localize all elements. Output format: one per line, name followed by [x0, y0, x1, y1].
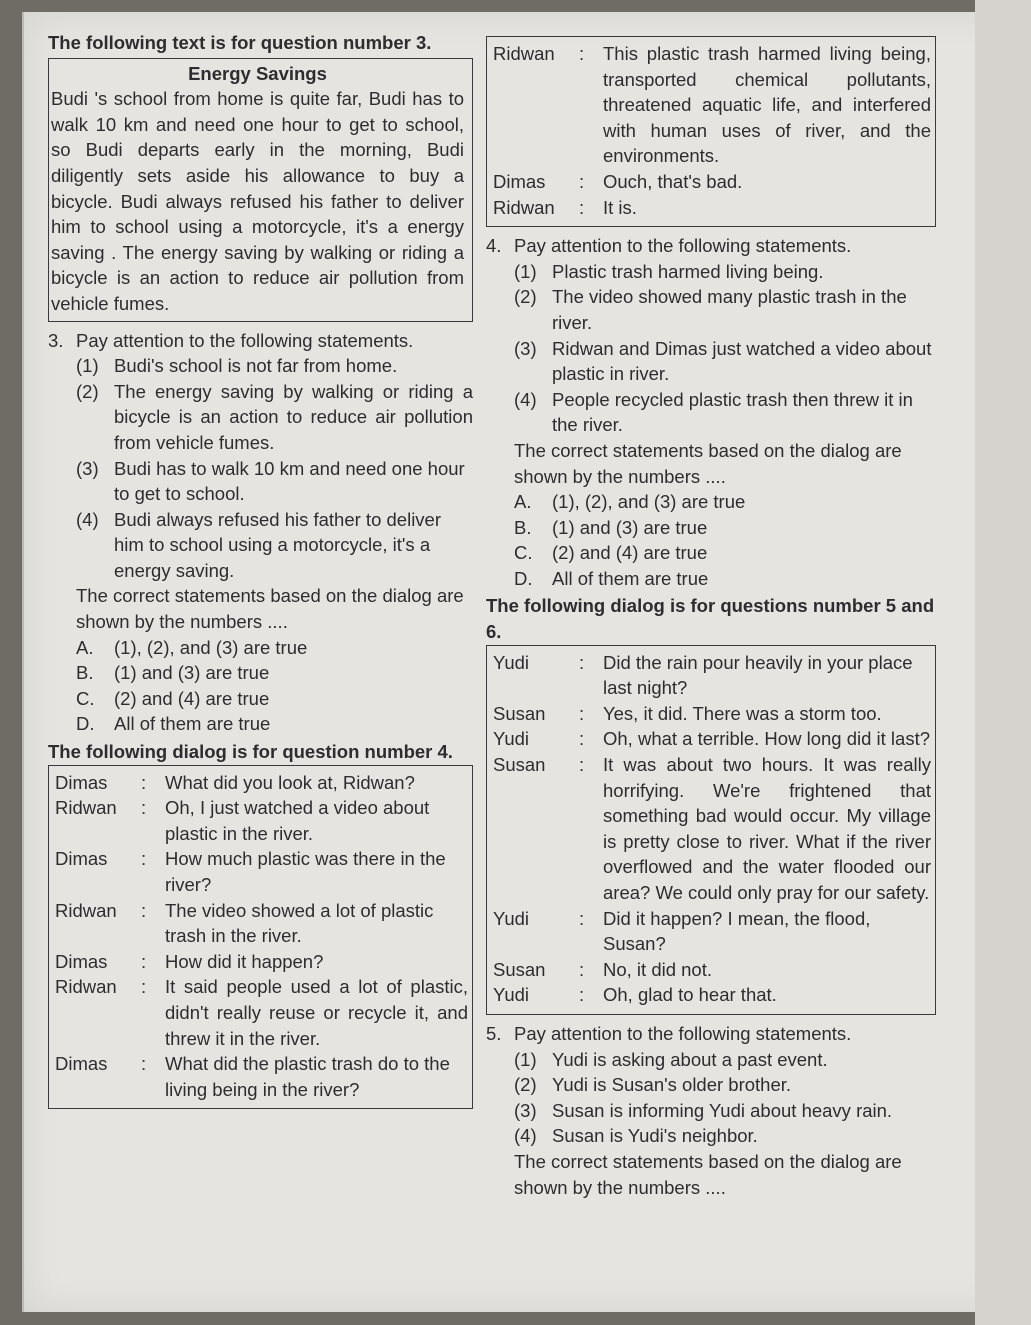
- dialog-line: Ridwan : This plastic trash harmed living being, transported chemical pollutants, threatened aquatic life, and interfered with human uses of river, and the environments.: [493, 41, 931, 169]
- question-4: [486, 233, 936, 591]
- q3-number: 3.: [48, 329, 64, 351]
- statement-text: The energy saving by walking or riding a bicycle is an action to reduce air pollution from vehicle fumes.: [114, 380, 473, 453]
- q3-option-b[interactable]: [76, 660, 473, 686]
- option-letter: A.: [76, 636, 94, 658]
- statement-text: People recycled plastic trash then threw it in the river.: [552, 388, 913, 436]
- statement-text: Ridwan and Dimas just watched a video about plastic in river.: [552, 337, 932, 385]
- dialog-line: Susan : No, it did not.: [493, 957, 931, 983]
- q4-stem: The correct statements based on the dialog are shown by the numbers ....: [514, 439, 902, 487]
- option-letter: D.: [76, 713, 95, 735]
- speaker: Susan: [493, 958, 546, 980]
- option-text: (1), (2), and (3) are true: [114, 636, 308, 658]
- q5-statement: [514, 1047, 936, 1073]
- line: Oh, glad to hear that.: [603, 984, 777, 1006]
- dialog-line: Ridwan : The video showed a lot of plastic trash in the river.: [55, 898, 468, 949]
- line: The video showed a lot of plastic trash in the river.: [165, 899, 434, 947]
- q4-intro: The following dialog is for question number 4.: [48, 741, 453, 763]
- passage-title: Energy Savings: [188, 62, 327, 84]
- line: This plastic trash harmed living being, transported chemical pollutants, threatened aquatic life, and interfered with human uses of river, and the environments.: [603, 43, 931, 167]
- dialog-line: Dimas : Ouch, that's bad.: [493, 169, 931, 195]
- q5-statement: [514, 1098, 936, 1124]
- speaker: Ridwan: [493, 43, 555, 64]
- line: What did you look at, Ridwan?: [165, 771, 415, 793]
- q3-option-d[interactable]: [76, 711, 473, 737]
- option-text: (2) and (4) are true: [552, 542, 708, 564]
- q3-statement: [76, 507, 473, 584]
- q4-statement: [514, 284, 936, 335]
- line: Yes, it did. There was a storm too.: [603, 702, 882, 724]
- option-letter: B.: [514, 516, 532, 538]
- line: How did it happen?: [165, 950, 324, 972]
- option-letter: C.: [514, 542, 533, 564]
- passage-text: Budi 's school from home is quite far, Budi has to walk 10 km and need one hour to get to school, so Budi departs early in the morning, Budi diligently sets aside his allowance to buy a bicycle. Budi always refused his father to deliver him to school using a motorcycle, it's a energy saving . The energy saving by walking or riding a bicycle is an action to reduce air pollution from vehicle fumes.: [51, 88, 464, 314]
- speaker: Ridwan: [55, 797, 117, 819]
- statement-number: (2): [514, 1074, 537, 1096]
- option-letter: A.: [514, 491, 532, 513]
- line: Oh, what a terrible. How long did it last?: [603, 728, 930, 750]
- speaker: Susan: [493, 754, 546, 776]
- statement-text: Budi always refused his father to deliver him to school using a motorcycle, it's a energy saving.: [114, 508, 442, 581]
- q3-option-c[interactable]: [76, 686, 473, 712]
- line: Ouch, that's bad.: [603, 170, 743, 192]
- left-column: [48, 30, 473, 1109]
- statement-number: (1): [514, 260, 537, 282]
- right-column: [486, 36, 936, 1200]
- q4-statement: [514, 336, 936, 387]
- dialog-line: Ridwan : It said people used a lot of plastic, didn't really reuse or recycle it, and threw it in the river.: [55, 974, 468, 1051]
- statement-number: (1): [514, 1048, 537, 1070]
- q4-number: 4.: [486, 235, 502, 257]
- line: No, it did not.: [603, 958, 713, 980]
- statement-text: Yudi is Susan's older brother.: [552, 1074, 792, 1096]
- line: It was about two hours. It was really horrifying. We're frightened that something bad would occur. My village is pretty close to river. What if the river overflowed and the water flooded our area? We could only pray for our safety.: [603, 754, 931, 903]
- speaker: Ridwan: [55, 899, 117, 921]
- option-text: (1) and (3) are true: [552, 516, 708, 538]
- statement-number: (4): [76, 508, 99, 530]
- dialog-line: Dimas : What did the plastic trash do to the living being in the river?: [55, 1051, 468, 1102]
- dialog56-box: [486, 645, 936, 1015]
- speaker: Dimas: [55, 771, 108, 793]
- dialog-line: Yudi : Did it happen? I mean, the flood, Susan?: [493, 906, 931, 957]
- statement-text: Yudi is asking about a past event.: [552, 1048, 828, 1070]
- dialog-line: Dimas : How much plastic was there in the river?: [55, 846, 468, 897]
- question-5: [486, 1021, 936, 1200]
- option-text: (2) and (4) are true: [114, 687, 270, 709]
- dialog-line: Yudi : Oh, glad to hear that.: [493, 982, 931, 1008]
- dialog-line: Ridwan : Oh, I just watched a video about plastic in the river.: [55, 795, 468, 846]
- dialog4-box-part2: [486, 36, 936, 227]
- speaker: Dimas: [493, 170, 546, 192]
- statement-text: Susan is Yudi's neighbor.: [552, 1125, 758, 1147]
- speaker: Dimas: [55, 950, 108, 972]
- q5-number: 5.: [486, 1022, 502, 1044]
- option-letter: B.: [76, 662, 94, 684]
- statement-number: (1): [76, 355, 99, 377]
- q4-option-a[interactable]: [514, 489, 936, 515]
- speaker: Yudi: [493, 984, 530, 1006]
- q5-statement: [514, 1072, 936, 1098]
- speaker: Yudi: [493, 728, 530, 750]
- q4-statement: [514, 387, 936, 438]
- speaker: Ridwan: [55, 976, 117, 998]
- statement-number: (3): [76, 457, 99, 479]
- statement-number: (4): [514, 388, 537, 410]
- line: What did the plastic trash do to the living being in the river?: [165, 1053, 450, 1100]
- dialog-line: Susan : Yes, it did. There was a storm too.: [493, 701, 931, 727]
- dialog4-box-part1: [48, 765, 473, 1110]
- statement-number: (2): [514, 286, 537, 308]
- speaker: Susan: [493, 702, 546, 724]
- line: Did it happen? I mean, the flood, Susan?: [603, 907, 871, 955]
- next-page-edge: [975, 0, 1031, 1325]
- q3-statement: [76, 379, 473, 456]
- statement-text: Susan is informing Yudi about heavy rain.: [552, 1099, 893, 1121]
- q3-statement: [76, 456, 473, 507]
- dialog-line: Susan : It was about two hours. It was really horrifying. We're frightened that something bad would occur. My village is pretty close to river. What if the river overflowed and the water flooded our area? We could only pray for our safety.: [493, 752, 931, 906]
- option-text: (1), (2), and (3) are true: [552, 491, 746, 513]
- speaker: Ridwan: [493, 196, 555, 218]
- statement-text: The video showed many plastic trash in the river.: [552, 286, 907, 333]
- q4-statement: [514, 259, 936, 285]
- dialog-line: Dimas : How did it happen?: [55, 949, 468, 975]
- q4-option-d[interactable]: [514, 566, 936, 592]
- speaker: Dimas: [55, 1053, 108, 1075]
- line: How much plastic was there in the river?: [165, 848, 446, 895]
- q3-option-a[interactable]: [76, 635, 473, 661]
- q3-stem: The correct statements based on the dialog are shown by the numbers ....: [76, 585, 464, 633]
- line: Did the rain pour heavily in your place last night?: [603, 651, 913, 699]
- q4-option-b[interactable]: [514, 515, 936, 541]
- q5-stem: The correct statements based on the dialog are shown by the numbers ....: [514, 1150, 902, 1198]
- q4-option-c[interactable]: [514, 540, 936, 566]
- option-text: All of them are true: [114, 713, 271, 735]
- speaker: Yudi: [493, 907, 530, 929]
- q5-statement: [514, 1123, 936, 1149]
- dialog-line: Yudi : Did the rain pour heavily in your place last night?: [493, 650, 931, 701]
- q3-prompt: Pay attention to the following statements.: [76, 329, 414, 351]
- statement-text: Budi has to walk 10 km and need one hour to get to school.: [114, 457, 465, 505]
- question-3: [48, 328, 473, 738]
- statement-text: Budi's school is not far from home.: [114, 355, 398, 377]
- line: Oh, I just watched a video about plastic in the river.: [165, 797, 430, 844]
- q4-prompt: Pay attention to the following statements.: [514, 235, 852, 257]
- q3-intro: The following text is for question number 3.: [48, 32, 432, 53]
- option-letter: D.: [514, 567, 533, 589]
- passage-box: [48, 58, 473, 322]
- q3-statement: [76, 353, 473, 379]
- q5-prompt: Pay attention to the following statements.: [514, 1022, 852, 1044]
- statement-text: Plastic trash harmed living being.: [552, 260, 824, 282]
- dialog-line: Dimas : What did you look at, Ridwan?: [55, 770, 468, 796]
- option-text: (1) and (3) are true: [114, 662, 270, 684]
- line: It is.: [603, 196, 637, 218]
- line: It said people used a lot of plastic, didn't really reuse or recycle it, and threw it in the river.: [165, 976, 468, 1049]
- statement-number: (2): [76, 380, 99, 402]
- option-letter: C.: [76, 687, 95, 709]
- speaker: Yudi: [493, 651, 530, 673]
- q56-intro: The following dialog is for questions number 5 and 6.: [486, 595, 935, 643]
- statement-number: (3): [514, 1099, 537, 1121]
- dialog-line: Ridwan : It is.: [493, 195, 931, 221]
- statement-number: (4): [514, 1125, 537, 1147]
- speaker: Dimas: [55, 848, 108, 870]
- dialog-line: Yudi : Oh, what a terrible. How long did it last?: [493, 726, 931, 752]
- option-text: All of them are true: [552, 567, 709, 589]
- statement-number: (3): [514, 337, 537, 359]
